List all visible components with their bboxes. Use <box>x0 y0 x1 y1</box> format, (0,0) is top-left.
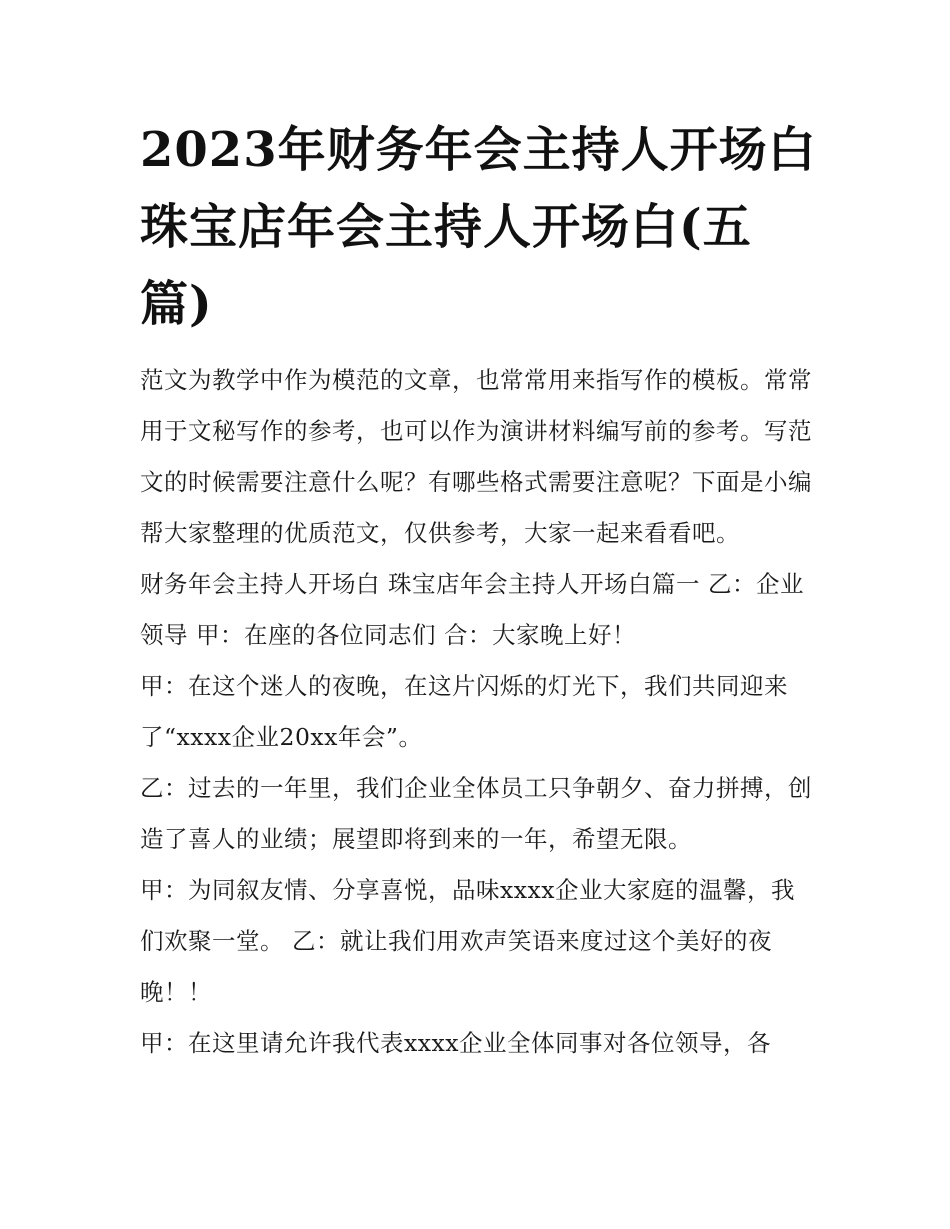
paragraph-speech-3: 甲：为同叙友情、分享喜悦，品味xxxx企业大家庭的温馨，我们欢聚一堂。 乙：就让我们用欢声笑语来度过这个美好的夜晚！！ <box>140 876 796 1006</box>
paragraph-intro: 范文为教学中作为模范的文章，也常常用来指写作的模板。常常用于文秘写作的参考，也可以作为演讲材料编写前的参考。写范文的时候需要注意什么呢？有哪些格式需要注意呢？下面是小编帮大家整理的优质范文，仅供参考，大家一起来看看吧。 <box>140 366 812 547</box>
paragraph-speech-4: 甲：在这里请允许我代表xxxx企业全体同事对各位领导，各 <box>140 1029 772 1057</box>
paragraph-opening: 财务年会主持人开场白 珠宝店年会主持人开场白篇一 乙：企业领导 甲：在座的各位同志们 合：大家晚上好！ <box>140 570 804 649</box>
document-title: 2023年财务年会主持人开场白珠宝店年会主持人开场白(五篇) <box>140 122 817 332</box>
document-body <box>140 355 815 1069</box>
paragraph-speech-2: 乙：过去的一年里，我们企业全体员工只争朝夕、奋力拼搏，创造了喜人的业绩；展望即将到来的一年，希望无限。 <box>140 774 812 853</box>
paragraph-speech-1: 甲：在这个迷人的夜晚，在这片闪烁的灯光下，我们共同迎来了“xxxx企业20xx年会”。 <box>140 672 788 751</box>
